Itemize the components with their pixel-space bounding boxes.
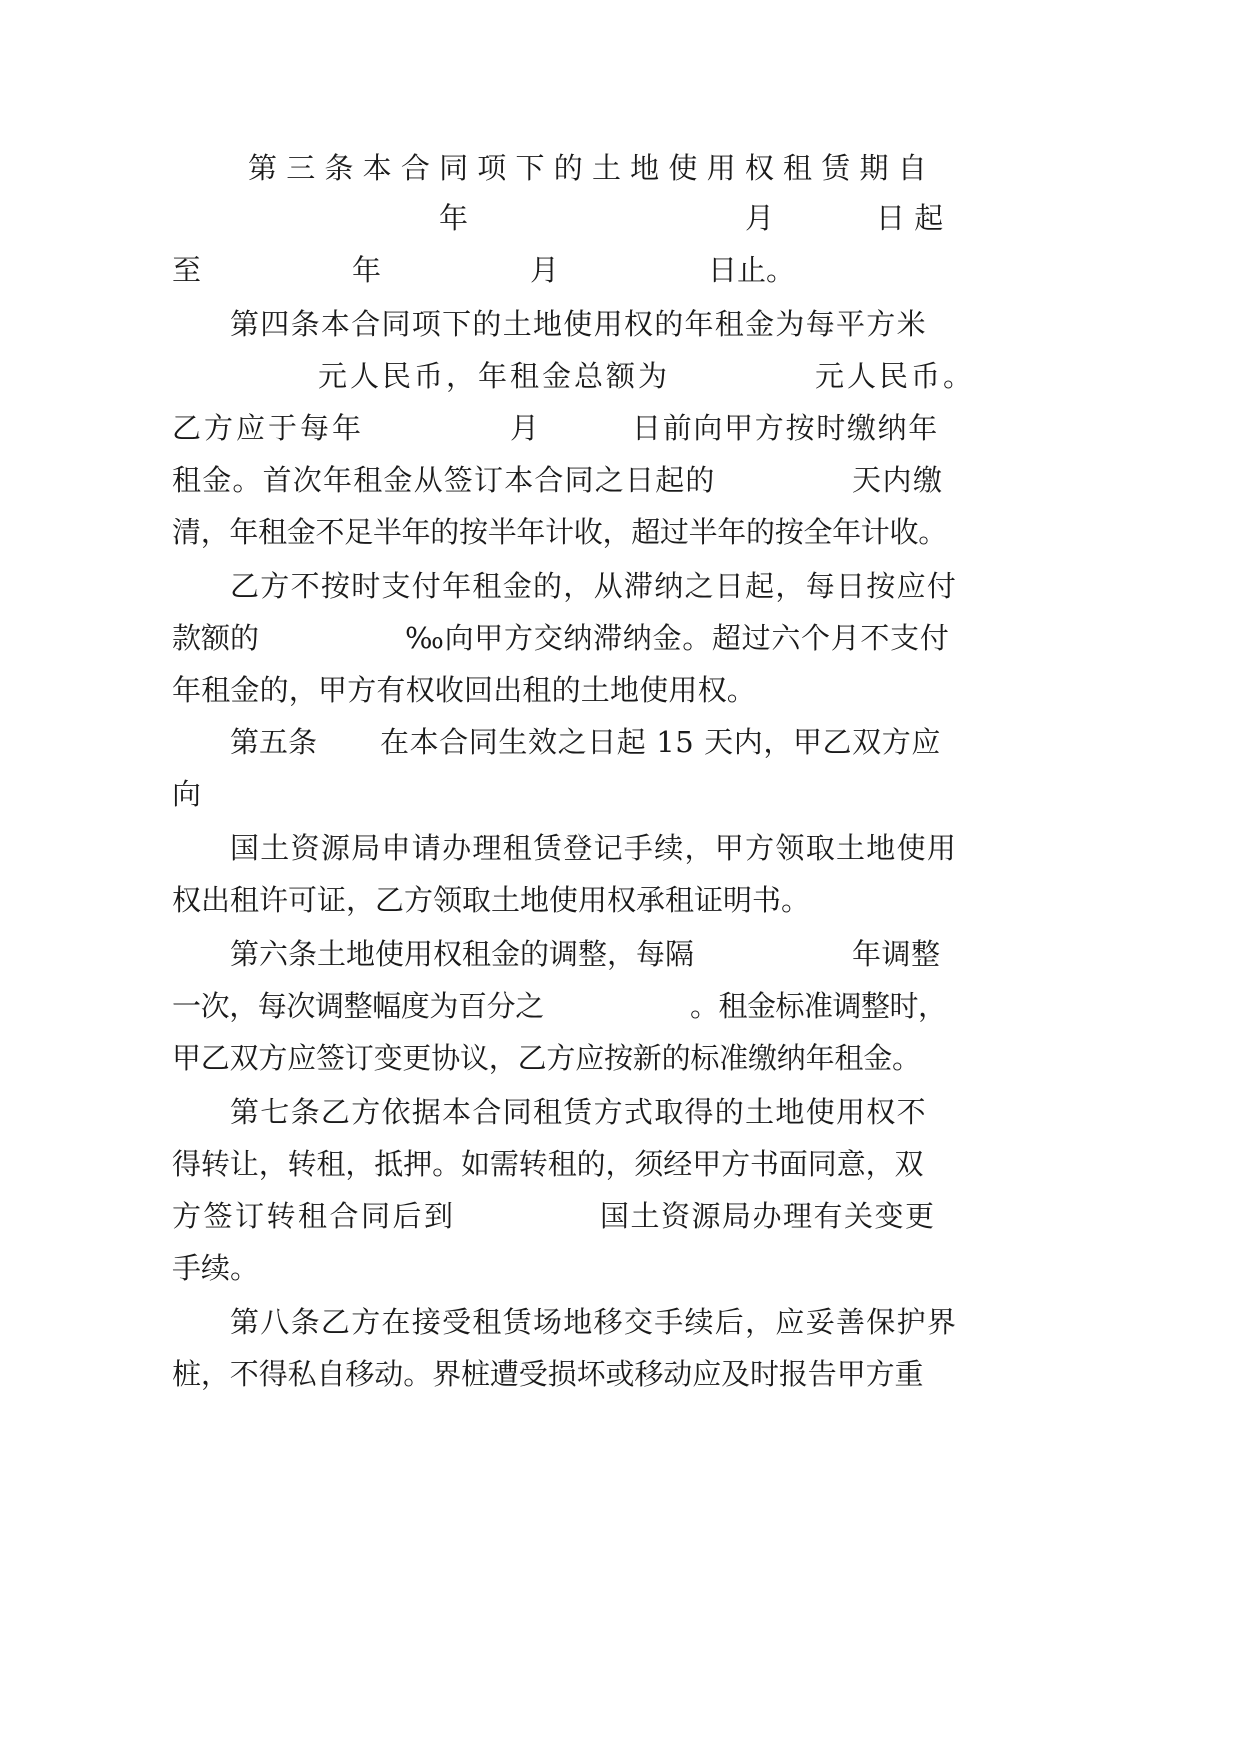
art3-line3-year: 年 bbox=[352, 253, 382, 287]
art7-line1: 第七条乙方依据本合同租赁方式取得的土地使用权不 bbox=[230, 1095, 927, 1129]
art3-line3-day: 日止。 bbox=[708, 253, 796, 287]
art3-line2-month: 月 bbox=[745, 201, 775, 235]
art7-line3-b: 国土资源局办理有关变更 bbox=[600, 1199, 936, 1233]
art4-p2-line2-a: 款额的 bbox=[172, 621, 260, 655]
art6-line2-b: 。租金标准调整时， bbox=[690, 989, 947, 1023]
art6-line3: 甲乙双方应签订变更协议，乙方应按新的标准缴纳年租金。 bbox=[172, 1041, 921, 1075]
art7-line2: 得转让，转租，抵押。如需转租的，须经甲方书面同意，双 bbox=[172, 1147, 924, 1181]
art4-line4-b: 天内缴 bbox=[852, 463, 944, 497]
art3-line2-day: 日 起 bbox=[876, 201, 944, 235]
art5-line1-b: 在本合同生效之日起 15 天内，甲乙双方应 bbox=[380, 725, 941, 759]
art3-text-1: 第 三 条 本 合 同 项 下 的 土 地 使 用 权 租 赁 期 自 bbox=[248, 151, 927, 185]
art3-line2-year: 年 bbox=[439, 201, 469, 235]
art4-line3-b: 月 bbox=[510, 411, 540, 445]
art4-p2-line3: 年租金的，甲方有权收回出租的土地使用权。 bbox=[172, 673, 757, 707]
art7-line3-a: 方签订转租合同后到 bbox=[172, 1199, 456, 1233]
art4-p2-line2-b: ‰向甲方交纳滞纳金。超过六个月不支付 bbox=[405, 621, 950, 655]
art5-p2-line2: 权出租许可证，乙方领取土地使用权承租证明书。 bbox=[172, 883, 811, 917]
art8-line1: 第八条乙方在接受租赁场地移交手续后，应妥善保护界 bbox=[230, 1305, 958, 1339]
art4-line5: 清，年租金不足半年的按半年计收，超过半年的按全年计收。 bbox=[172, 515, 947, 549]
art6-line1-b: 年调整 bbox=[852, 937, 941, 971]
art6-line1-a: 第六条土地使用权租金的调整，每隔 bbox=[230, 937, 695, 971]
art4-line2-b: 元人民币。 bbox=[815, 359, 976, 393]
art8-line2: 桩，不得私自移动。界桩遭受损坏或移动应及时报告甲方重 bbox=[172, 1357, 924, 1391]
art5-line2: 向 bbox=[172, 777, 202, 811]
art7-line4: 手续。 bbox=[172, 1251, 260, 1285]
art4-line2-a: 元人民币，年租金总额为 bbox=[318, 359, 671, 393]
art6-line2-a: 一次，每次调整幅度为百分之 bbox=[172, 989, 544, 1023]
art4-line4-a: 租金。首次年租金从签订本合同之日起的 bbox=[172, 463, 716, 497]
art4-p2-line1: 乙方不按时支付年租金的，从滞纳之日起，每日按应付 bbox=[230, 569, 958, 603]
art5-p2-line1: 国土资源局申请办理租赁登记手续，甲方领取土地使用 bbox=[230, 831, 958, 865]
art3-line1 bbox=[248, 148, 938, 188]
art3-line3-to: 至 bbox=[172, 253, 202, 287]
art5-line1-a: 第五条 bbox=[230, 725, 318, 759]
art4-line1: 第四条本合同项下的土地使用权的年租金为每平方米 bbox=[230, 307, 927, 341]
art3-line3-month: 月 bbox=[530, 253, 560, 287]
art4-line3-a: 乙方应于每年 bbox=[172, 411, 365, 445]
art4-line3-c: 日前向甲方按时缴纳年 bbox=[632, 411, 940, 445]
